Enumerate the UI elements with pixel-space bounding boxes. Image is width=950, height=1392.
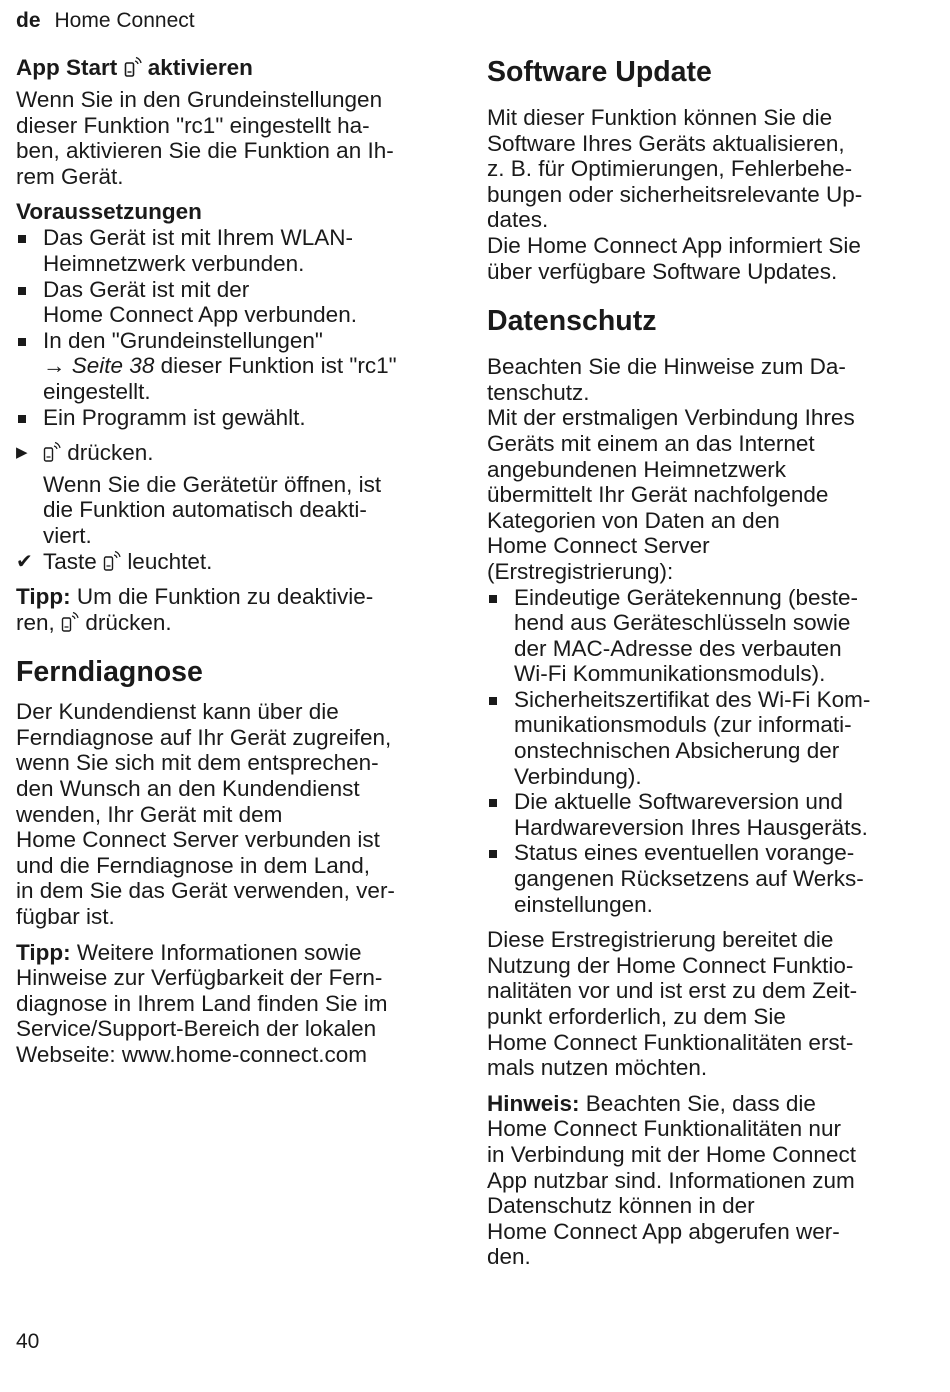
remote-start-icon <box>43 441 61 463</box>
remote-start-icon <box>103 550 121 572</box>
erstregistrierung-paragraph: Diese Erstregistrierung bereitet die Nutzung der Home Connect Funktio- nalitäten vor und ist erst zu dem Zeit- punkt erforderlich, zu dem Sie Home Connect Funktionalitäten erst- mals nutzen möchten. <box>487 927 858 1081</box>
voraussetzungen-heading: Voraussetzungen <box>16 199 202 225</box>
hinweis-paragraph: Hinweis: Beachten Sie, dass die Home Connect Funktionalitäten nur in Verbindung mit der Home Connect App nutzbar sind. Informationen zum Datenschutz können in der Home Connect App abgerufen wer- den. <box>487 1090 856 1270</box>
arrow-icon: → <box>43 353 66 379</box>
app-start-heading: App Start aktivieren <box>16 55 253 80</box>
datenschutz-heading: Datenschutz <box>487 305 657 338</box>
software-update-heading: Software Update <box>487 56 712 88</box>
step-marker-icon: ▶ <box>16 444 28 462</box>
checkmark-icon: ✔ <box>16 550 33 573</box>
requirements-list <box>16 225 456 430</box>
page-reference-link[interactable]: Seite 38 <box>71 353 155 379</box>
header-title: Home Connect <box>54 9 195 32</box>
datenschutz-paragraph: Beachten Sie die Hinweise zum Da- tenschutz. <box>487 354 846 405</box>
ferndiagnose-paragraph: Der Kundendienst kann über die Ferndiagnose auf Ihr Gerät zugreifen, wenn Sie sich mit dem entsprechen- den Wunsch an den Kundendienst wenden, Ihr Gerät mit dem Home Connect Server verbunden ist und die Ferndiagnose in dem Land, in dem Sie das Gerät verwenden, ver- fügbar ist. <box>16 699 395 930</box>
tip-paragraph: Tipp: Um die Funktion zu deaktivie- ren, drücken. <box>16 584 374 635</box>
remote-start-icon <box>124 56 142 78</box>
tip-paragraph: Tipp: Weitere Informationen sowie Hinweise zur Verfügbarkeit der Fern- diagnose in Ihrem Land finden Sie im Service/Support-Bereich der lokalen Webseite: www.home-connect.com <box>16 939 388 1067</box>
page-header <box>16 9 195 33</box>
ferndiagnose-heading: Ferndiagnose <box>16 656 203 689</box>
result-step: ✔ Taste leuchtet. <box>16 548 213 574</box>
data-categories-list <box>487 585 917 918</box>
list-item: Sicherheitszertifikat des Wi-Fi Kom- munikationsmoduls (zur informati- onstechnischen Absicherung der Verbindung). <box>487 687 917 789</box>
list-item: Das Gerät ist mit der Home Connect App verbunden. <box>16 277 456 328</box>
remote-start-icon <box>61 611 79 633</box>
software-update-paragraph: Mit dieser Funktion können Sie die Software Ihres Geräts aktualisieren, z. B. für Optimierungen, Fehlerbehe- bungen oder sicherheitsrelevante Up- dates. Die Home Connect App informiert Sie über verfügbare Software Updates. <box>487 105 863 284</box>
right-column <box>487 55 917 1270</box>
step-note: Wenn Sie die Gerätetür öffnen, ist die Funktion automatisch deakti- viert. <box>43 471 382 548</box>
list-item: Das Gerät ist mit Ihrem WLAN- Heimnetzwerk verbunden. <box>16 225 456 276</box>
list-item: Die aktuelle Softwareversion und Hardwareversion Ihres Hausgeräts. <box>487 789 917 840</box>
list-item: In den "Grundeinstellungen" → Seite 38 dieser Funktion ist "rc1" eingestellt. <box>16 328 456 405</box>
page-number: 40 <box>16 1330 40 1353</box>
list-item: Ein Programm ist gewählt. <box>16 405 456 431</box>
list-item: Status eines eventuellen vorange- gangenen Rücksetzens auf Werks- einstellungen. <box>487 840 917 917</box>
instruction-step: ▶ drücken. <box>16 440 154 466</box>
list-item: Eindeutige Gerätekennung (beste- hend aus Geräteschlüsseln sowie der MAC-Adresse des verbauten Wi-Fi Kommunikationsmoduls). <box>487 585 917 687</box>
left-column <box>16 55 456 1068</box>
language-code: de <box>16 9 41 32</box>
app-start-paragraph: Wenn Sie in den Grundeinstellungen dieser Funktion "rc1" eingestellt ha- ben, aktivieren Sie die Funktion an Ih- rem Gerät. <box>16 87 394 189</box>
datenschutz-paragraph: Mit der erstmaligen Verbindung Ihres Geräts mit einem an das Internet angebundenen Heimnetzwerk übermittelt Ihr Gerät nachfolgende Kategorien von Daten an den Home Connect Server (Erstregistrierung): <box>487 405 855 584</box>
